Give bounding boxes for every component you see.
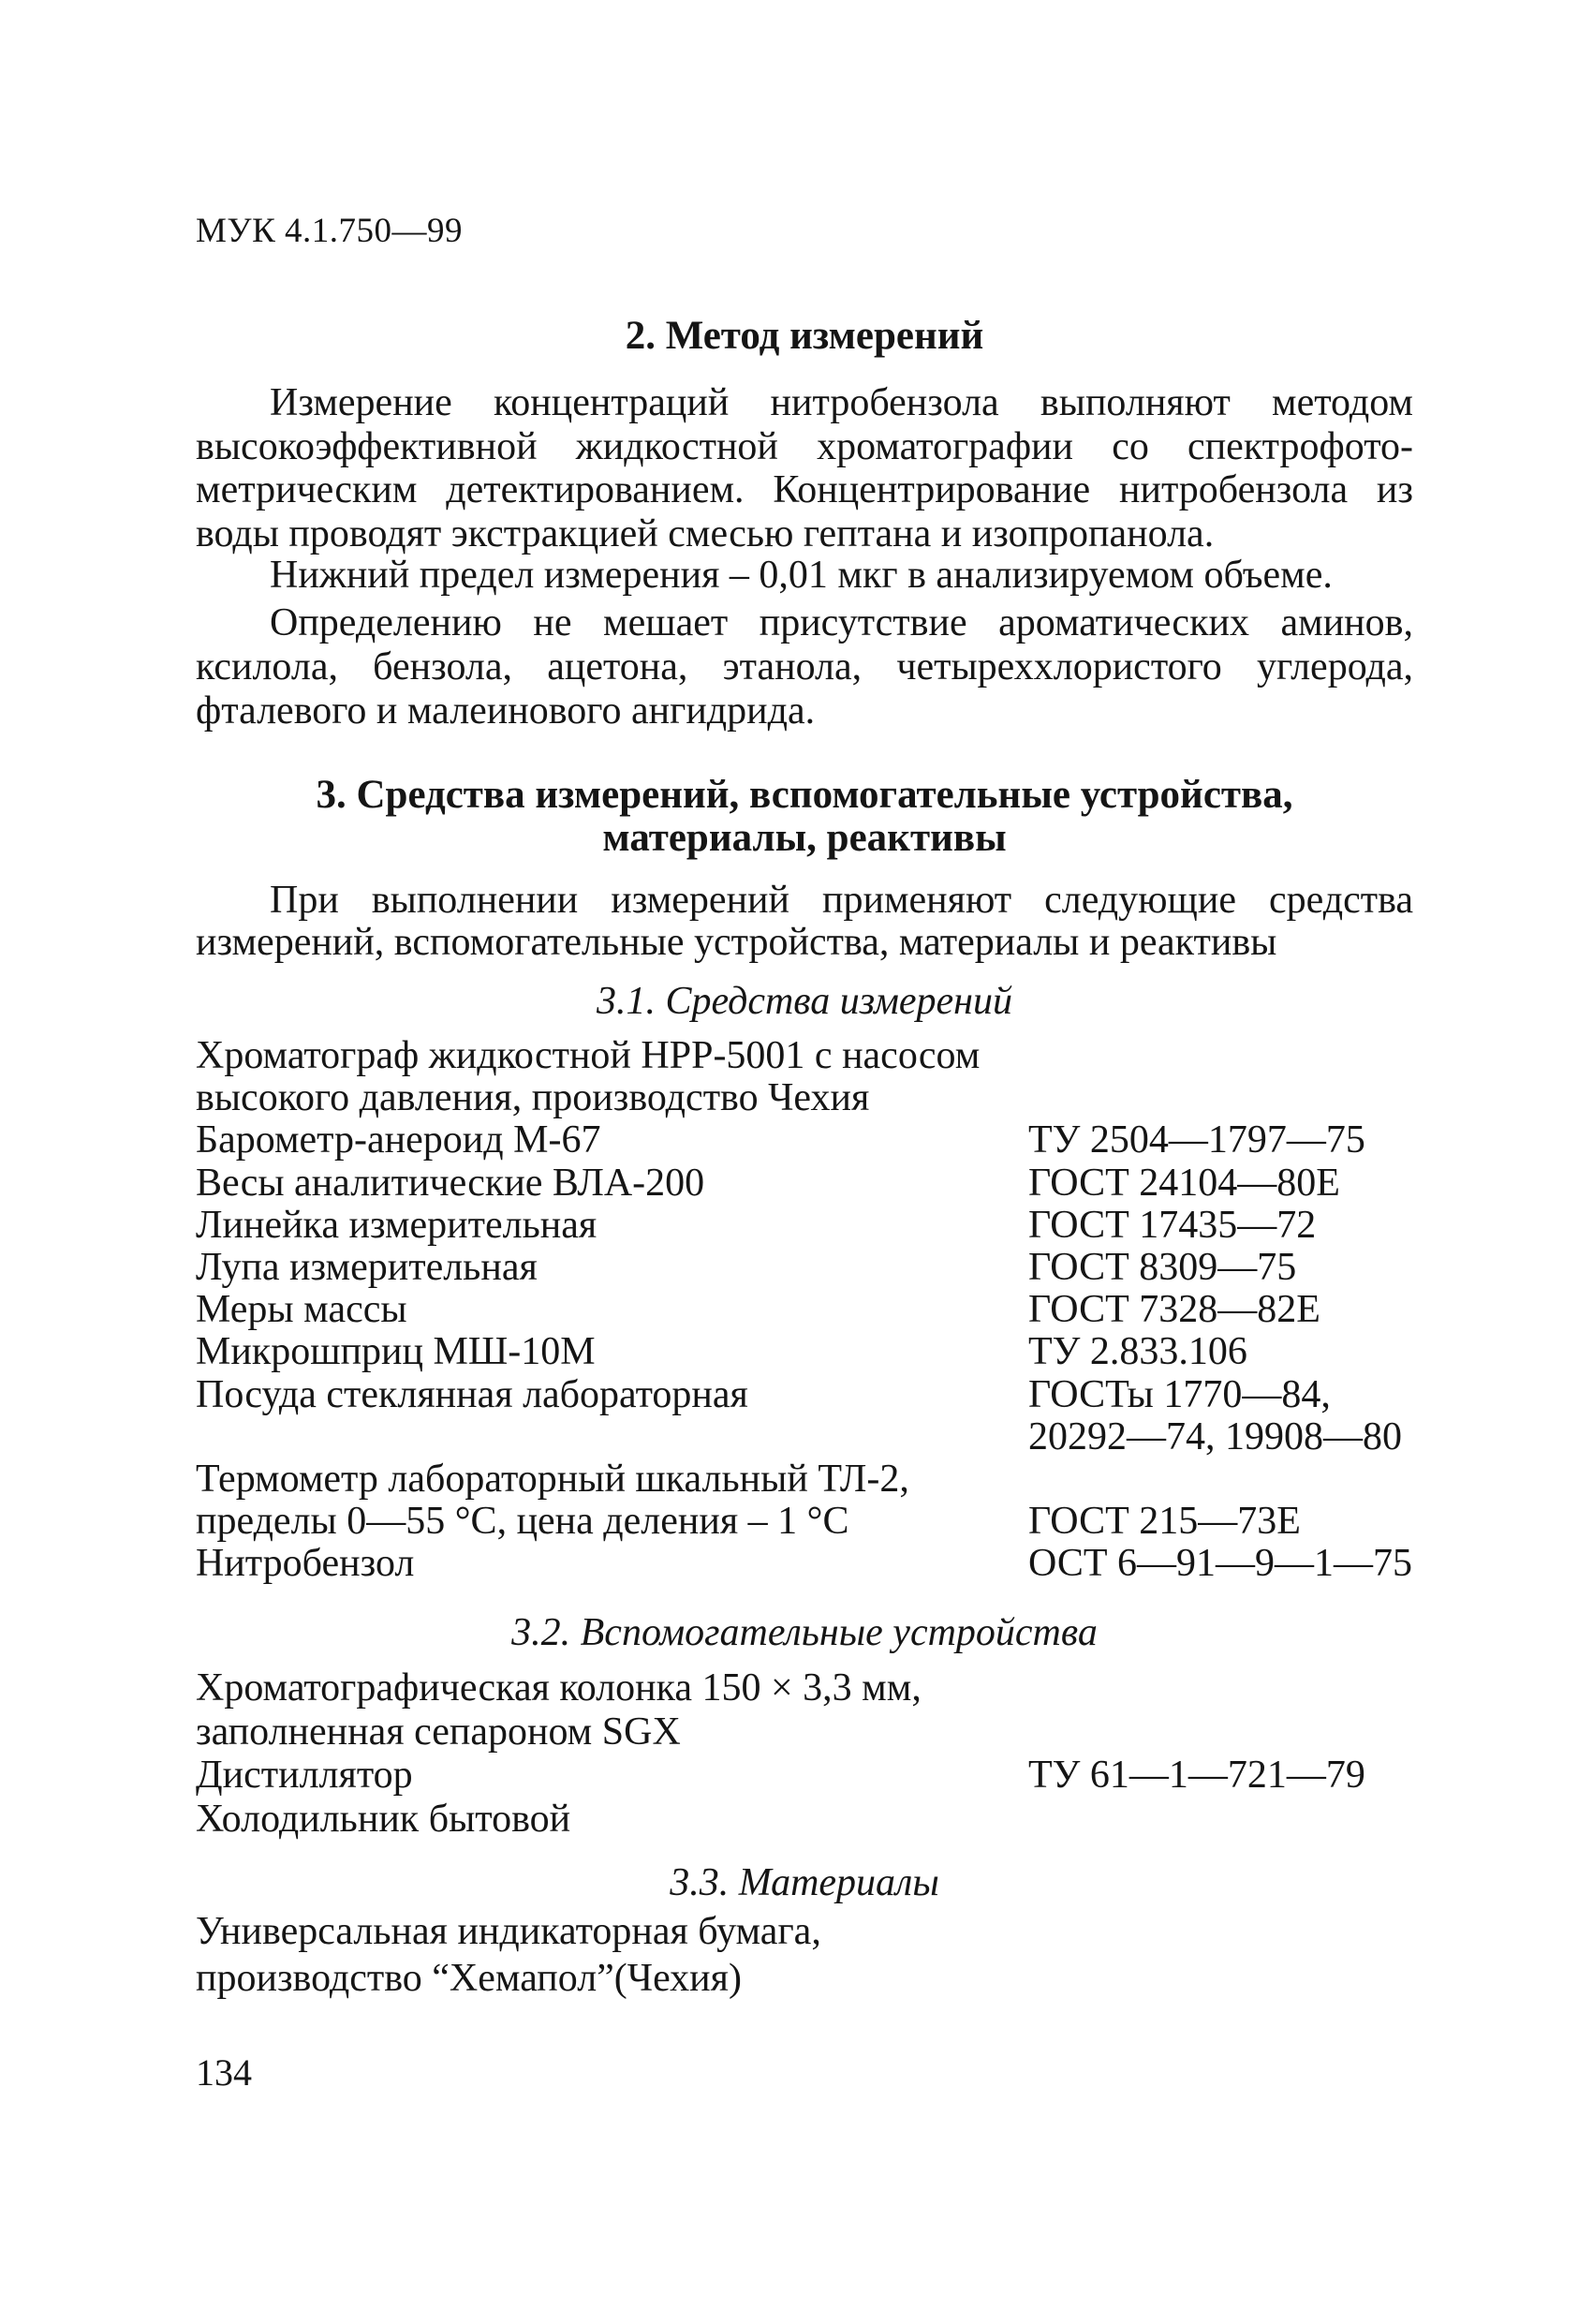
item-name: Хроматограф жидкостной HPP-5001 с насосом высокого давления, производство Чехия (196, 1034, 981, 1120)
table-row (196, 1798, 1413, 1842)
item-standard: ТУ 61—1—721—79 (1028, 1754, 1365, 1797)
subsection-3-3-heading: 3.3. Материалы (670, 1861, 939, 1904)
paragraph-line: При выполнении измерений применяют следующие средства (270, 879, 1413, 922)
table-row (196, 1289, 1413, 1331)
paragraph-section-3-intro (196, 880, 1413, 964)
table-row (196, 1543, 1413, 1585)
section-2-title: 2. Метод измерений (625, 314, 984, 358)
table-row (196, 1331, 1413, 1373)
table-row (196, 1458, 1413, 1543)
paragraph-line: фталевого и малеинового ангидрида. (196, 689, 816, 733)
table-row (196, 1754, 1413, 1798)
item-name: Лупа измерительная (196, 1246, 538, 1290)
paragraph-line: Определению не мешает присутствие ароматических аминов, (270, 601, 1413, 644)
document-code: МУК 4.1.750—99 (196, 212, 464, 250)
table-row (196, 1205, 1413, 1247)
item-standard: ГОСТ 24104—80Е (1028, 1161, 1340, 1205)
subsection-3-1-heading: 3.1. Средства измерений (596, 980, 1013, 1023)
table-row (196, 1035, 1413, 1119)
section-3-title (196, 774, 1413, 860)
auxiliary-devices-list (196, 1666, 1413, 1841)
table-row (196, 1374, 1413, 1458)
item-standard: ГОСТы 1770—84, 20292—74, 19908—80 (1028, 1372, 1402, 1458)
item-standard: ОСТ 6—91—9—1—75 (1028, 1542, 1413, 1586)
item-name: Микрошприц МШ-10М (196, 1330, 596, 1374)
item-name: Холодильник бытовой (196, 1797, 571, 1841)
page-number: 134 (196, 2051, 252, 2094)
item-name: Весы аналитические ВЛА-200 (196, 1161, 705, 1205)
item-standard: ГОСТ 17435—72 (1028, 1203, 1317, 1247)
paragraph-method-description (196, 381, 1413, 555)
item-name: Посуда стеклянная лабораторная (196, 1372, 748, 1416)
instruments-list (196, 1035, 1413, 1586)
paragraph-lower-limit (196, 554, 1413, 597)
subsection-3-2-heading: 3.2. Вспомогательные устройства (511, 1611, 1098, 1654)
materials-list (196, 1908, 1413, 2002)
section-3-title-line: 3. Средства измерений, вспомогательные устройства, (316, 773, 1293, 817)
table-row (196, 1908, 1413, 2002)
paragraph-line: Измерение концентраций нитробензола выполняют методом (270, 381, 1413, 424)
paragraph-interferences (196, 601, 1413, 733)
section-3-title-line: материалы, реактивы (602, 816, 1007, 860)
item-name: Термометр лабораторный шкальный ТЛ-2, пределы 0—55 °С, цена деления – 1 °С (196, 1458, 909, 1544)
paragraph-line: метрическим детектированием. Концентрирование нитробензола из (196, 468, 1413, 511)
paragraph-line: измерений, вспомогательные устройства, материалы и реактивы (196, 921, 1277, 964)
paragraph-line: высокоэффективной жидкостной хроматографии со спектрофото- (196, 424, 1413, 468)
item-name: Барометр-анероид М-67 (196, 1118, 601, 1162)
paragraph-line: ксилола, бензола, ацетона, этанола, четыреххлористого углерода, (196, 645, 1413, 688)
item-name: Универсальная индикаторная бумага, производство “Хемапол”(Чехия) (196, 1910, 821, 2000)
item-name: Хроматографическая колонка 150 × 3,3 мм, заполненная сепароном SGX (196, 1666, 922, 1754)
item-standard: ГОСТ 215—73Е (1028, 1500, 1301, 1544)
table-row (196, 1162, 1413, 1205)
item-name: Линейка измерительная (196, 1203, 597, 1247)
paragraph-line: Нижний предел измерения – 0,01 мкг в анализируемом объеме. (270, 554, 1333, 597)
item-standard: ГОСТ 8309—75 (1028, 1246, 1297, 1290)
table-row (196, 1119, 1413, 1162)
item-standard: ТУ 2504—1797—75 (1028, 1118, 1365, 1162)
item-name: Дистиллятор (196, 1754, 413, 1797)
item-name: Нитробензол (196, 1542, 415, 1586)
table-row (196, 1666, 1413, 1754)
item-standard: ГОСТ 7328—82Е (1028, 1288, 1320, 1332)
paragraph-line: воды проводят экстракцией смесью гептана и изопропанола. (196, 511, 1215, 555)
table-row (196, 1247, 1413, 1289)
item-standard: ТУ 2.833.106 (1028, 1330, 1247, 1374)
item-name: Меры массы (196, 1288, 407, 1332)
